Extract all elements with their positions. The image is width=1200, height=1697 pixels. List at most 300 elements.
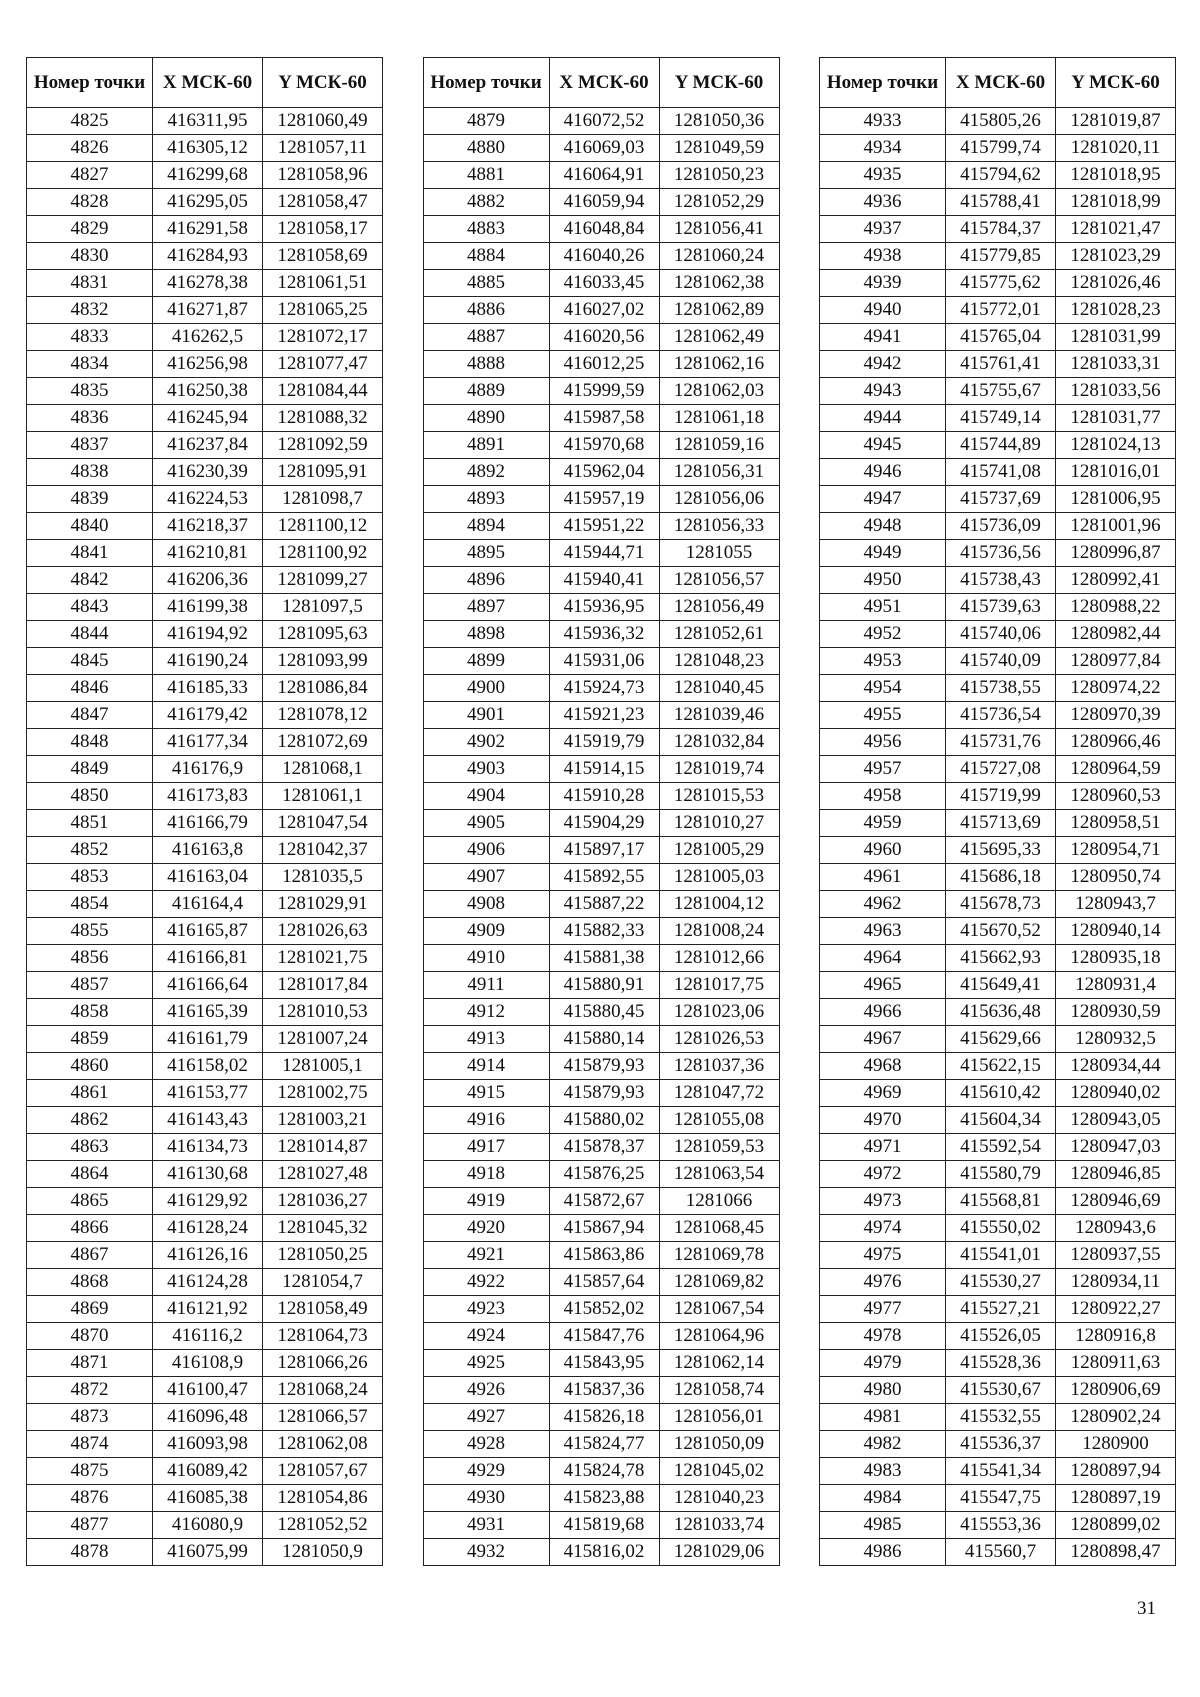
x-coordinate-cell: 415882,33 [549, 918, 659, 945]
y-coordinate-cell: 1281045,32 [263, 1215, 383, 1242]
x-coordinate-cell: 415910,28 [549, 783, 659, 810]
table-row [27, 216, 383, 243]
y-coordinate-cell: 1281060,24 [659, 243, 779, 270]
x-coordinate-cell: 415914,15 [549, 756, 659, 783]
point-number-cell: 4881 [423, 162, 549, 189]
table-row [820, 945, 1176, 972]
table-row [423, 1323, 779, 1350]
y-coordinate-cell: 1280964,59 [1056, 756, 1176, 783]
table-row [820, 243, 1176, 270]
table-row [27, 621, 383, 648]
table-row [423, 675, 779, 702]
y-coordinate-cell: 1281016,01 [1056, 459, 1176, 486]
y-coordinate-cell: 1281056,41 [659, 216, 779, 243]
table-row [820, 1512, 1176, 1539]
x-coordinate-cell: 415919,79 [549, 729, 659, 756]
point-number-cell: 4892 [423, 459, 549, 486]
y-coordinate-cell: 1280900 [1056, 1431, 1176, 1458]
point-number-cell: 4845 [27, 648, 153, 675]
y-coordinate-cell: 1281002,75 [263, 1080, 383, 1107]
y-coordinate-cell: 1281007,24 [263, 1026, 383, 1053]
header-x-coordinate: X МСК-60 [549, 58, 659, 108]
x-coordinate-cell: 416177,34 [153, 729, 263, 756]
x-coordinate-cell: 416190,24 [153, 648, 263, 675]
table-row [27, 999, 383, 1026]
point-number-cell: 4969 [820, 1080, 946, 1107]
y-coordinate-cell: 1281059,53 [659, 1134, 779, 1161]
table-row [820, 216, 1176, 243]
x-coordinate-cell: 416158,02 [153, 1053, 263, 1080]
x-coordinate-cell: 415876,25 [549, 1161, 659, 1188]
x-coordinate-cell: 415719,99 [946, 783, 1056, 810]
point-number-cell: 4944 [820, 405, 946, 432]
point-number-cell: 4878 [27, 1539, 153, 1566]
y-coordinate-cell: 1281028,23 [1056, 297, 1176, 324]
table-row [820, 810, 1176, 837]
x-coordinate-cell: 415897,17 [549, 837, 659, 864]
x-coordinate-cell: 415678,73 [946, 891, 1056, 918]
x-coordinate-cell: 415951,22 [549, 513, 659, 540]
table-row [27, 1512, 383, 1539]
y-coordinate-cell: 1281006,95 [1056, 486, 1176, 513]
x-coordinate-cell: 416072,52 [549, 108, 659, 135]
table-row [820, 1161, 1176, 1188]
point-number-cell: 4834 [27, 351, 153, 378]
table-row [820, 1269, 1176, 1296]
table-row [423, 270, 779, 297]
x-coordinate-cell: 416224,53 [153, 486, 263, 513]
y-coordinate-cell: 1281029,91 [263, 891, 383, 918]
table-row [423, 1512, 779, 1539]
point-number-cell: 4908 [423, 891, 549, 918]
y-coordinate-cell: 1281017,75 [659, 972, 779, 999]
y-coordinate-cell: 1281027,48 [263, 1161, 383, 1188]
x-coordinate-cell: 416185,33 [153, 675, 263, 702]
table-row [820, 756, 1176, 783]
x-coordinate-cell: 415530,27 [946, 1269, 1056, 1296]
x-coordinate-cell: 416100,47 [153, 1377, 263, 1404]
point-number-cell: 4906 [423, 837, 549, 864]
y-coordinate-cell: 1281024,13 [1056, 432, 1176, 459]
table-row [423, 1053, 779, 1080]
table-row [27, 1539, 383, 1566]
point-number-cell: 4910 [423, 945, 549, 972]
table-row [27, 1323, 383, 1350]
header-point-number: Номер точки [27, 58, 153, 108]
x-coordinate-cell: 415592,54 [946, 1134, 1056, 1161]
x-coordinate-cell: 416129,92 [153, 1188, 263, 1215]
table-row [423, 837, 779, 864]
table-row [423, 324, 779, 351]
point-number-cell: 4943 [820, 378, 946, 405]
table-row [27, 729, 383, 756]
point-number-cell: 4884 [423, 243, 549, 270]
x-coordinate-cell: 415749,14 [946, 405, 1056, 432]
point-number-cell: 4890 [423, 405, 549, 432]
point-number-cell: 4854 [27, 891, 153, 918]
table-row [423, 945, 779, 972]
x-coordinate-cell: 415878,37 [549, 1134, 659, 1161]
x-coordinate-cell: 415744,89 [946, 432, 1056, 459]
table-row [820, 1188, 1176, 1215]
x-coordinate-cell: 415867,94 [549, 1215, 659, 1242]
table-row [820, 459, 1176, 486]
y-coordinate-cell: 1281023,06 [659, 999, 779, 1026]
coordinates-table-1 [26, 57, 383, 1566]
table-row [423, 1080, 779, 1107]
x-coordinate-cell: 415837,36 [549, 1377, 659, 1404]
x-coordinate-cell: 415799,74 [946, 135, 1056, 162]
x-coordinate-cell: 416284,93 [153, 243, 263, 270]
point-number-cell: 4870 [27, 1323, 153, 1350]
table-header-row [820, 58, 1176, 108]
x-coordinate-cell: 416165,39 [153, 999, 263, 1026]
point-number-cell: 4920 [423, 1215, 549, 1242]
x-coordinate-cell: 415649,41 [946, 972, 1056, 999]
x-coordinate-cell: 416089,42 [153, 1458, 263, 1485]
y-coordinate-cell: 1280982,44 [1056, 621, 1176, 648]
y-coordinate-cell: 1281014,87 [263, 1134, 383, 1161]
x-coordinate-cell: 415921,23 [549, 702, 659, 729]
table-row [820, 918, 1176, 945]
x-coordinate-cell: 415924,73 [549, 675, 659, 702]
y-coordinate-cell: 1281050,23 [659, 162, 779, 189]
y-coordinate-cell: 1281058,96 [263, 162, 383, 189]
point-number-cell: 4849 [27, 756, 153, 783]
table-row [423, 405, 779, 432]
header-point-number: Номер точки [820, 58, 946, 108]
table-row [423, 1458, 779, 1485]
x-coordinate-cell: 415931,06 [549, 648, 659, 675]
table-row [27, 432, 383, 459]
point-number-cell: 4974 [820, 1215, 946, 1242]
table-row [423, 1188, 779, 1215]
point-number-cell: 4877 [27, 1512, 153, 1539]
y-coordinate-cell: 1280899,02 [1056, 1512, 1176, 1539]
table-row [27, 1107, 383, 1134]
point-number-cell: 4840 [27, 513, 153, 540]
table-row [820, 1350, 1176, 1377]
y-coordinate-cell: 1280970,39 [1056, 702, 1176, 729]
table-row [27, 189, 383, 216]
x-coordinate-cell: 416250,38 [153, 378, 263, 405]
x-coordinate-cell: 415560,7 [946, 1539, 1056, 1566]
table-row [423, 108, 779, 135]
point-number-cell: 4979 [820, 1350, 946, 1377]
table-header-row [423, 58, 779, 108]
point-number-cell: 4919 [423, 1188, 549, 1215]
table-row [27, 702, 383, 729]
x-coordinate-cell: 415880,91 [549, 972, 659, 999]
point-number-cell: 4848 [27, 729, 153, 756]
point-number-cell: 4964 [820, 945, 946, 972]
x-coordinate-cell: 416153,77 [153, 1080, 263, 1107]
table-row [423, 1242, 779, 1269]
table-row [820, 297, 1176, 324]
y-coordinate-cell: 1281037,36 [659, 1053, 779, 1080]
x-coordinate-cell: 415936,32 [549, 621, 659, 648]
table-row [27, 945, 383, 972]
x-coordinate-cell: 415604,34 [946, 1107, 1056, 1134]
y-coordinate-cell: 1280902,24 [1056, 1404, 1176, 1431]
point-number-cell: 4976 [820, 1269, 946, 1296]
table-body [820, 108, 1176, 1566]
x-coordinate-cell: 415636,48 [946, 999, 1056, 1026]
x-coordinate-cell: 415999,59 [549, 378, 659, 405]
y-coordinate-cell: 1281055,08 [659, 1107, 779, 1134]
table-row [423, 540, 779, 567]
y-coordinate-cell: 1280922,27 [1056, 1296, 1176, 1323]
y-coordinate-cell: 1281056,57 [659, 567, 779, 594]
y-coordinate-cell: 1281077,47 [263, 351, 383, 378]
y-coordinate-cell: 1281003,21 [263, 1107, 383, 1134]
x-coordinate-cell: 416166,64 [153, 972, 263, 999]
table-row [423, 1485, 779, 1512]
y-coordinate-cell: 1281033,56 [1056, 378, 1176, 405]
y-coordinate-cell: 1281093,99 [263, 648, 383, 675]
y-coordinate-cell: 1281018,99 [1056, 189, 1176, 216]
table-row [27, 1458, 383, 1485]
x-coordinate-cell: 416040,26 [549, 243, 659, 270]
table-row [27, 675, 383, 702]
y-coordinate-cell: 1281084,44 [263, 378, 383, 405]
y-coordinate-cell: 1281035,5 [263, 864, 383, 891]
y-coordinate-cell: 1280898,47 [1056, 1539, 1176, 1566]
y-coordinate-cell: 1280897,19 [1056, 1485, 1176, 1512]
table-row [27, 1431, 383, 1458]
table-row [27, 108, 383, 135]
y-coordinate-cell: 1281100,92 [263, 540, 383, 567]
point-number-cell: 4957 [820, 756, 946, 783]
x-coordinate-cell: 415530,67 [946, 1377, 1056, 1404]
table-row [820, 351, 1176, 378]
point-number-cell: 4950 [820, 567, 946, 594]
y-coordinate-cell: 1281057,67 [263, 1458, 383, 1485]
point-number-cell: 4833 [27, 324, 153, 351]
y-coordinate-cell: 1281056,33 [659, 513, 779, 540]
table-row [820, 1242, 1176, 1269]
table-row [423, 702, 779, 729]
table-row [423, 162, 779, 189]
point-number-cell: 4968 [820, 1053, 946, 1080]
y-coordinate-cell: 1281069,82 [659, 1269, 779, 1296]
x-coordinate-cell: 416262,5 [153, 324, 263, 351]
x-coordinate-cell: 416064,91 [549, 162, 659, 189]
point-number-cell: 4898 [423, 621, 549, 648]
y-coordinate-cell: 1280935,18 [1056, 945, 1176, 972]
point-number-cell: 4851 [27, 810, 153, 837]
point-number-cell: 4963 [820, 918, 946, 945]
x-coordinate-cell: 416237,84 [153, 432, 263, 459]
x-coordinate-cell: 415788,41 [946, 189, 1056, 216]
table-row [820, 783, 1176, 810]
table-row [27, 243, 383, 270]
point-number-cell: 4937 [820, 216, 946, 243]
table-row [27, 1188, 383, 1215]
x-coordinate-cell: 415541,34 [946, 1458, 1056, 1485]
x-coordinate-cell: 416093,98 [153, 1431, 263, 1458]
point-number-cell: 4836 [27, 405, 153, 432]
y-coordinate-cell: 1281057,11 [263, 135, 383, 162]
table-row [27, 864, 383, 891]
y-coordinate-cell: 1281097,5 [263, 594, 383, 621]
y-coordinate-cell: 1281047,72 [659, 1080, 779, 1107]
x-coordinate-cell: 415879,93 [549, 1080, 659, 1107]
y-coordinate-cell: 1281001,96 [1056, 513, 1176, 540]
y-coordinate-cell: 1281056,01 [659, 1404, 779, 1431]
x-coordinate-cell: 415970,68 [549, 432, 659, 459]
x-coordinate-cell: 416069,03 [549, 135, 659, 162]
point-number-cell: 4966 [820, 999, 946, 1026]
x-coordinate-cell: 416176,9 [153, 756, 263, 783]
x-coordinate-cell: 415843,95 [549, 1350, 659, 1377]
table-row [27, 486, 383, 513]
x-coordinate-cell: 415737,69 [946, 486, 1056, 513]
point-number-cell: 4826 [27, 135, 153, 162]
y-coordinate-cell: 1281033,31 [1056, 351, 1176, 378]
table-row [820, 1080, 1176, 1107]
point-number-cell: 4865 [27, 1188, 153, 1215]
x-coordinate-cell: 415686,18 [946, 864, 1056, 891]
point-number-cell: 4887 [423, 324, 549, 351]
point-number-cell: 4907 [423, 864, 549, 891]
y-coordinate-cell: 1281004,12 [659, 891, 779, 918]
point-number-cell: 4874 [27, 1431, 153, 1458]
point-number-cell: 4862 [27, 1107, 153, 1134]
y-coordinate-cell: 1281098,7 [263, 486, 383, 513]
y-coordinate-cell: 1281026,63 [263, 918, 383, 945]
x-coordinate-cell: 416124,28 [153, 1269, 263, 1296]
y-coordinate-cell: 1281047,54 [263, 810, 383, 837]
y-coordinate-cell: 1280974,22 [1056, 675, 1176, 702]
x-coordinate-cell: 416059,94 [549, 189, 659, 216]
table-row [27, 513, 383, 540]
x-coordinate-cell: 416116,2 [153, 1323, 263, 1350]
x-coordinate-cell: 416048,84 [549, 216, 659, 243]
point-number-cell: 4867 [27, 1242, 153, 1269]
point-number-cell: 4932 [423, 1539, 549, 1566]
x-coordinate-cell: 415713,69 [946, 810, 1056, 837]
point-number-cell: 4921 [423, 1242, 549, 1269]
table-row [27, 1080, 383, 1107]
y-coordinate-cell: 1281056,31 [659, 459, 779, 486]
table-row [423, 486, 779, 513]
y-coordinate-cell: 1280930,59 [1056, 999, 1176, 1026]
table-row [820, 1458, 1176, 1485]
table-row [820, 1404, 1176, 1431]
table-header-row [27, 58, 383, 108]
y-coordinate-cell: 1280934,44 [1056, 1053, 1176, 1080]
table-row [27, 648, 383, 675]
table-row [27, 324, 383, 351]
x-coordinate-cell: 415740,09 [946, 648, 1056, 675]
y-coordinate-cell: 1281033,74 [659, 1512, 779, 1539]
header-y-coordinate: Y МСК-60 [659, 58, 779, 108]
point-number-cell: 4923 [423, 1296, 549, 1323]
x-coordinate-cell: 415794,62 [946, 162, 1056, 189]
table-row [820, 729, 1176, 756]
y-coordinate-cell: 1281054,7 [263, 1269, 383, 1296]
table-body [423, 108, 779, 1566]
point-number-cell: 4946 [820, 459, 946, 486]
point-number-cell: 4985 [820, 1512, 946, 1539]
table-row [27, 756, 383, 783]
point-number-cell: 4938 [820, 243, 946, 270]
y-coordinate-cell: 1281026,53 [659, 1026, 779, 1053]
table-row [820, 1323, 1176, 1350]
x-coordinate-cell: 416210,81 [153, 540, 263, 567]
table-row [423, 216, 779, 243]
y-coordinate-cell: 1281100,12 [263, 513, 383, 540]
table-body [27, 108, 383, 1566]
x-coordinate-cell: 415731,76 [946, 729, 1056, 756]
x-coordinate-cell: 416305,12 [153, 135, 263, 162]
point-number-cell: 4980 [820, 1377, 946, 1404]
y-coordinate-cell: 1281052,52 [263, 1512, 383, 1539]
point-number-cell: 4926 [423, 1377, 549, 1404]
point-number-cell: 4909 [423, 918, 549, 945]
x-coordinate-cell: 415879,93 [549, 1053, 659, 1080]
point-number-cell: 4827 [27, 162, 153, 189]
point-number-cell: 4971 [820, 1134, 946, 1161]
y-coordinate-cell: 1280960,53 [1056, 783, 1176, 810]
y-coordinate-cell: 1281050,9 [263, 1539, 383, 1566]
table-row [423, 1107, 779, 1134]
point-number-cell: 4915 [423, 1080, 549, 1107]
y-coordinate-cell: 1281068,45 [659, 1215, 779, 1242]
y-coordinate-cell: 1281039,46 [659, 702, 779, 729]
point-number-cell: 4901 [423, 702, 549, 729]
table-row [820, 1296, 1176, 1323]
point-number-cell: 4977 [820, 1296, 946, 1323]
point-number-cell: 4825 [27, 108, 153, 135]
y-coordinate-cell: 1281058,74 [659, 1377, 779, 1404]
y-coordinate-cell: 1280937,55 [1056, 1242, 1176, 1269]
table-row [820, 1377, 1176, 1404]
table-row [27, 1026, 383, 1053]
x-coordinate-cell: 415736,56 [946, 540, 1056, 567]
table-row [820, 486, 1176, 513]
point-number-cell: 4868 [27, 1269, 153, 1296]
table-row [423, 189, 779, 216]
x-coordinate-cell: 415784,37 [946, 216, 1056, 243]
y-coordinate-cell: 1281052,61 [659, 621, 779, 648]
y-coordinate-cell: 1281099,27 [263, 567, 383, 594]
point-number-cell: 4860 [27, 1053, 153, 1080]
x-coordinate-cell: 416085,38 [153, 1485, 263, 1512]
y-coordinate-cell: 1281066,26 [263, 1350, 383, 1377]
y-coordinate-cell: 1280916,8 [1056, 1323, 1176, 1350]
point-number-cell: 4888 [423, 351, 549, 378]
point-number-cell: 4896 [423, 567, 549, 594]
table-row [820, 648, 1176, 675]
y-coordinate-cell: 1281058,47 [263, 189, 383, 216]
header-y-coordinate: Y МСК-60 [263, 58, 383, 108]
y-coordinate-cell: 1281061,51 [263, 270, 383, 297]
y-coordinate-cell: 1281092,59 [263, 432, 383, 459]
y-coordinate-cell: 1280943,7 [1056, 891, 1176, 918]
y-coordinate-cell: 1281031,77 [1056, 405, 1176, 432]
table-row [27, 567, 383, 594]
y-coordinate-cell: 1280932,5 [1056, 1026, 1176, 1053]
point-number-cell: 4897 [423, 594, 549, 621]
point-number-cell: 4924 [423, 1323, 549, 1350]
x-coordinate-cell: 416161,79 [153, 1026, 263, 1053]
table-row [820, 432, 1176, 459]
x-coordinate-cell: 416121,92 [153, 1296, 263, 1323]
header-x-coordinate: X МСК-60 [946, 58, 1056, 108]
x-coordinate-cell: 415887,22 [549, 891, 659, 918]
